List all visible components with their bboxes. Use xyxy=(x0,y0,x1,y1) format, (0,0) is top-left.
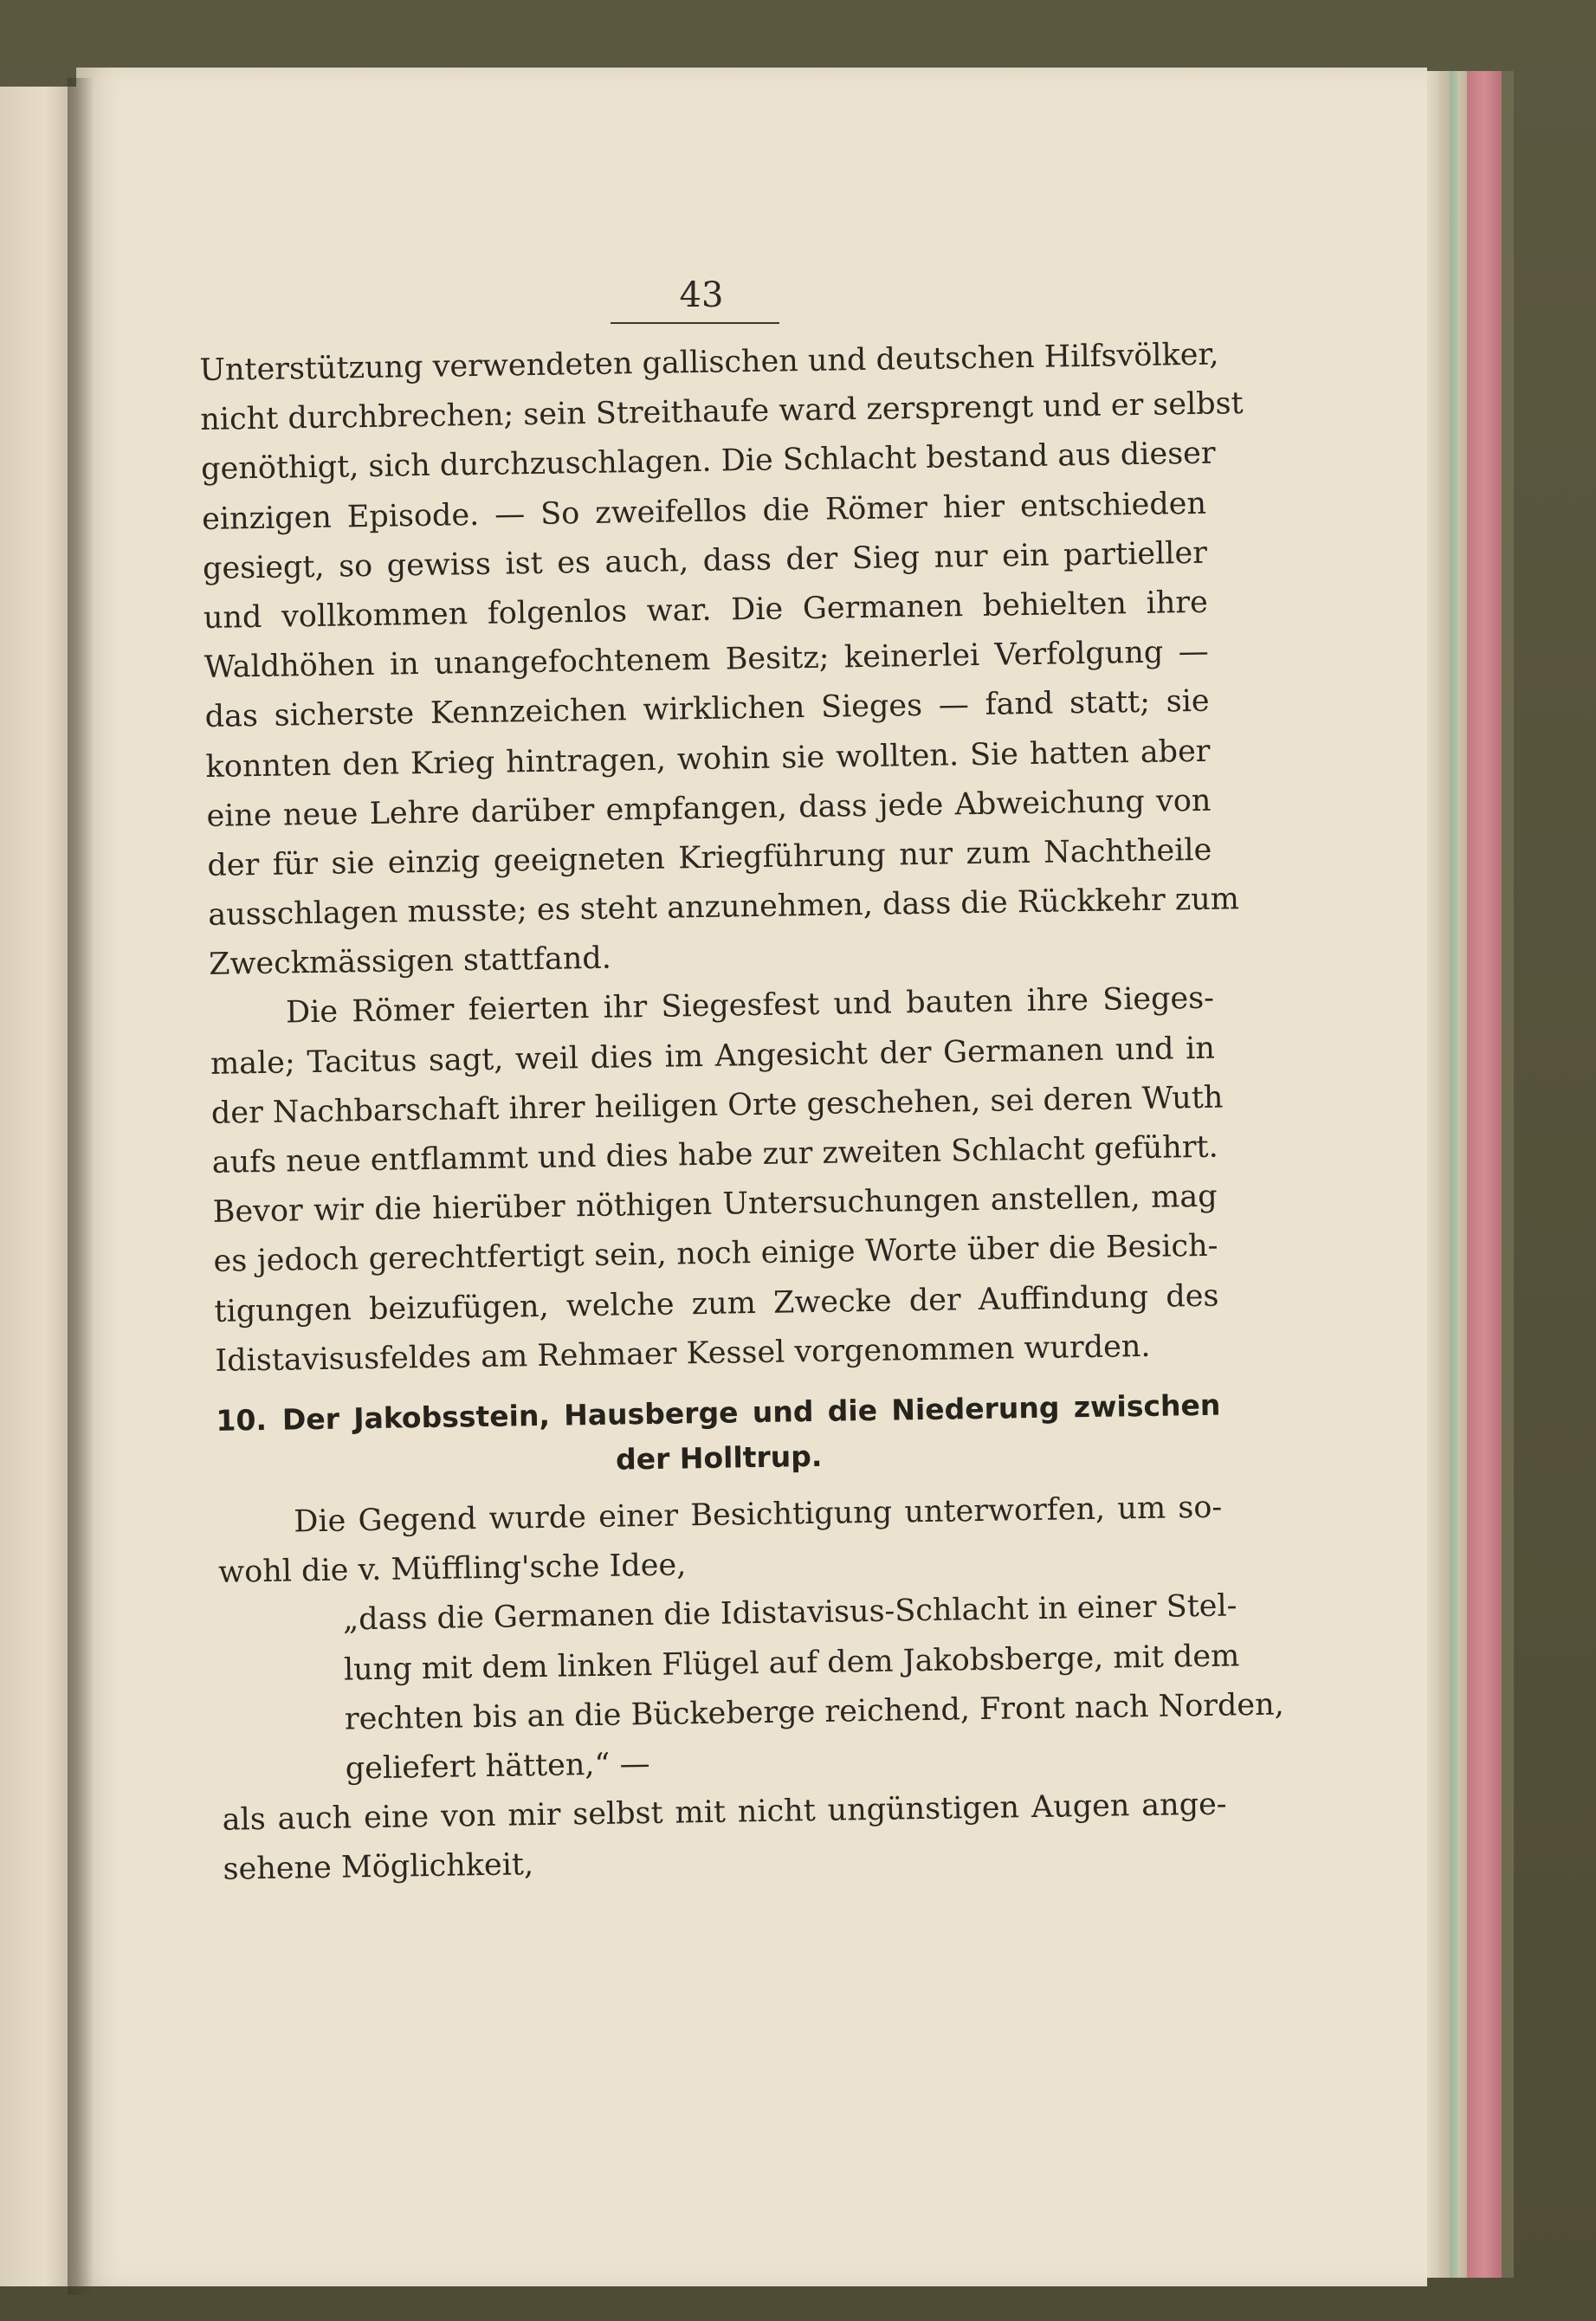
text-line: einzigen Episode. — So zweifellos die Römer hier entschieden xyxy=(201,486,1207,537)
text-line: Idistavisusfeldes am Rehmaer Kessel vorgenommen wurden. xyxy=(215,1329,1151,1379)
page-text xyxy=(199,331,1285,1895)
paragraph-2 xyxy=(210,974,1224,1387)
page-edge-green xyxy=(1450,71,1458,2278)
text-line: Unterstützung verwendeten gallischen und deutschen Hilfsvölker, xyxy=(199,337,1219,388)
text-line: sehene Möglichkeit, xyxy=(223,1847,534,1888)
text-line: wohl die v. Müffling'sche Idee, xyxy=(217,1548,687,1590)
text-line: tigungen beizufügen, welche zum Zwecke der Auffindung des xyxy=(214,1278,1219,1329)
paragraph-3 xyxy=(217,1484,1224,1599)
page-edge-red-cover xyxy=(1467,71,1502,2278)
left-page-edge xyxy=(0,87,78,2286)
text-line: ausschlagen musste; es steht anzunehmen, dass die Rückkehr zum xyxy=(208,882,1240,933)
text-line: Waldhöhen in unangefochtenem Besitz; keinerlei Verfolgung — xyxy=(204,634,1210,686)
text-line: aufs neue entflammt und dies habe zur zweiten Schlacht geführt. xyxy=(211,1129,1219,1180)
text-line: und vollkommen folgenlos war. Die Germanen behielten ihre xyxy=(203,585,1209,636)
quote-line: rechten bis an die Bückeberge reichend, Front nach Norden, xyxy=(344,1687,1285,1737)
text-line: der Nachbarschaft ihrer heiligen Orte geschehen, sei deren Wuth xyxy=(210,1080,1224,1131)
text-line: als auch eine von mir selbst mit nicht ungünstigen Augen ange- xyxy=(222,1787,1227,1838)
section-title-part-1: Der Jakobsstein, Hausberge und die Niederung zwischen xyxy=(281,1387,1221,1437)
quote-line: geliefert hätten,“ — xyxy=(345,1746,650,1787)
block-quote xyxy=(219,1582,1285,1796)
gutter-shadow xyxy=(68,78,94,2295)
quote-line: „dass die Germanen die Idistavisus-Schlacht in einer Stel- xyxy=(342,1588,1237,1638)
page-number-rule xyxy=(611,322,779,324)
text-line: gesiegt, so gewiss ist es auch, dass der Sieg nur ein partieller xyxy=(202,535,1208,586)
page-edge-leaves xyxy=(1458,71,1467,2278)
text-line: genöthigt, sich durchzuschlagen. Die Schlacht bestand aus dieser xyxy=(200,436,1216,488)
text-line: nicht durchbrechen; sein Streithaufe ward zersprengt und er selbst xyxy=(200,386,1244,438)
section-heading xyxy=(216,1383,1221,1489)
text-line: der für sie einzig geeigneten Kriegführung nur zum Nachtheile xyxy=(207,832,1212,883)
section-number: 10. xyxy=(216,1402,268,1438)
text-line: konnten den Krieg hintragen, wohin sie wollten. Sie hatten aber xyxy=(205,734,1211,785)
text-line: eine neue Lehre darüber empfangen, dass jede Abweichung von xyxy=(206,783,1212,834)
text-line: Die Römer feierten ihr Siegesfest und bauten ihre Sieges- xyxy=(285,981,1215,1031)
text-line: male; Tacitus sagt, weil dies im Angesicht der Germanen und in xyxy=(210,1031,1216,1082)
page-edge-dark xyxy=(1502,71,1514,2278)
page-number: 43 xyxy=(679,275,724,315)
page-edge-leaves xyxy=(1439,71,1450,2278)
page-edge-leaves xyxy=(1427,71,1439,2278)
text-line: Die Gegend wurde einer Besichtigung unterworfen, um so- xyxy=(294,1490,1223,1540)
paragraph-4 xyxy=(222,1781,1228,1896)
quote-line: lung mit dem linken Flügel auf dem Jakobsberge, mit dem xyxy=(343,1638,1240,1688)
text-line: Zweckmässigen stattfand. xyxy=(208,941,612,983)
text-line: es jedoch gerechtfertigt sein, noch einige Worte über die Besich- xyxy=(213,1229,1218,1280)
text-line: Bevor wir die hierüber nöthigen Untersuchungen anstellen, mag xyxy=(212,1179,1218,1231)
paragraph-1 xyxy=(199,331,1244,991)
section-title-part-2: der Holltrup. xyxy=(615,1439,823,1477)
text-line: das sicherste Kennzeichen wirklichen Sieges — fand statt; sie xyxy=(204,684,1210,735)
